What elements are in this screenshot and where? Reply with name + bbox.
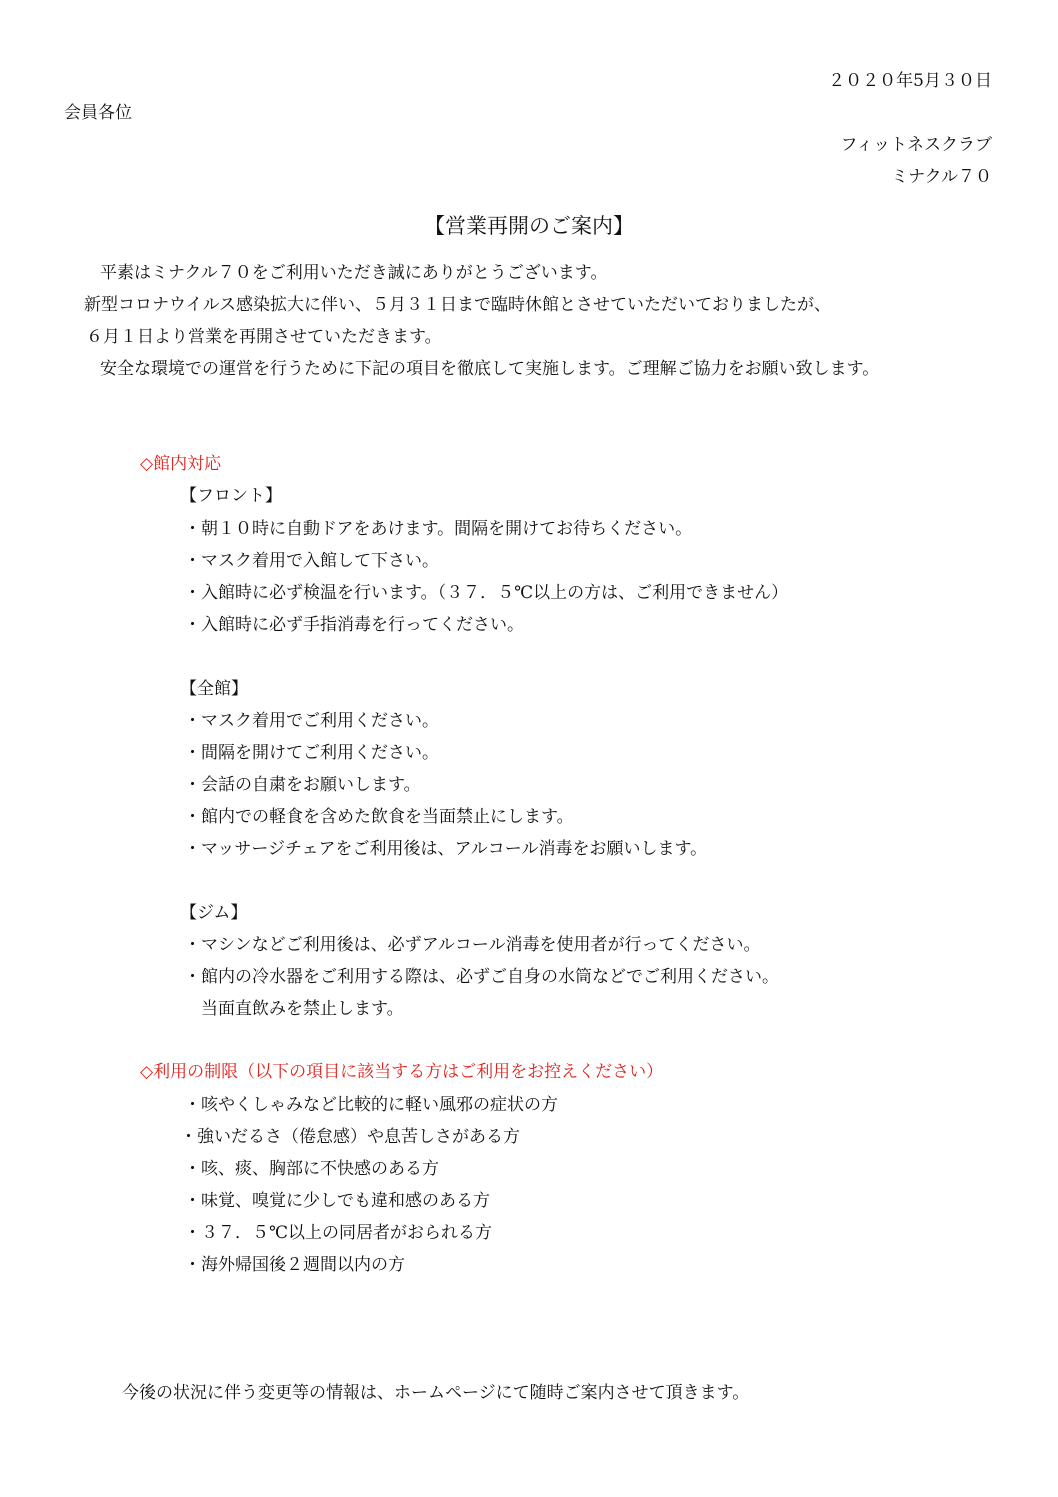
intro-line: ６月１日より営業を再開させていただきます。	[86, 327, 442, 347]
list-item: ・味覚、嗅覚に少しでも違和感のある方	[184, 1191, 490, 1211]
list-item: ・マッサージチェアをご利用後は、アルコール消毒をお願いします。	[184, 839, 708, 859]
list-item: ・館内の冷水器をご利用する際は、必ずご自身の水筒などでご利用ください。	[184, 967, 779, 987]
document-title: 【営業再開のご案内】	[424, 214, 634, 238]
list-item: ・入館時に必ず検温を行います。（３７．５℃以上の方は、ご利用できません）	[184, 583, 789, 603]
list-item: ・朝１０時に自動ドアをあけます。間隔を開けてお待ちください。	[184, 519, 693, 539]
list-item: ・３７．５℃以上の同居者がおられる方	[184, 1223, 493, 1243]
footer-note: 今後の状況に伴う変更等の情報は、ホームページにて随時ご案内させて頂きます。	[122, 1383, 750, 1403]
subheading-front: 【フロント】	[180, 486, 282, 506]
list-item: ・咳やくしゃみなど比較的に軽い風邪の症状の方	[184, 1095, 558, 1115]
list-item: ・マシンなどご利用後は、必ずアルコール消毒を使用者が行ってください。	[184, 935, 761, 955]
subheading-gym: 【ジム】	[180, 903, 248, 923]
list-item: ・マスク着用で入館して下さい。	[184, 551, 439, 571]
list-item: ・入館時に必ず手指消毒を行ってください。	[184, 615, 524, 635]
list-item: 当面直飲みを禁止します。	[184, 999, 404, 1019]
list-item: ・海外帰国後２週間以内の方	[184, 1255, 405, 1275]
intro-line: 安全な環境での運営を行うために下記の項目を徹底して実施します。ご理解ご協力をお願い致します。	[100, 359, 880, 379]
recipient-label: 会員各位	[64, 103, 132, 123]
section-heading-restriction: ◇利用の制限（以下の項目に該当する方はご利用をお控えください）	[140, 1062, 664, 1082]
intro-line: 新型コロナウイルス感染拡大に伴い、５月３１日まで臨時休館とさせていただいておりましたが、	[84, 295, 831, 315]
list-item: ・咳、痰、胸部に不快感のある方	[184, 1159, 439, 1179]
list-item: ・マスク着用でご利用ください。	[184, 711, 439, 731]
subheading-whole: 【全館】	[180, 679, 248, 699]
list-item: ・強いだるさ（倦怠感）や息苦しさがある方	[180, 1127, 520, 1147]
section-heading-facility: ◇館内対応	[140, 454, 222, 474]
sender-organization: フィットネスクラブ	[840, 135, 992, 155]
list-item: ・館内での軽食を含めた飲食を当面禁止にします。	[184, 807, 574, 827]
document-date: ２０２０年5月３０日	[828, 71, 992, 91]
sender-name: ミナクル７０	[891, 167, 992, 187]
list-item: ・間隔を開けてご利用ください。	[184, 743, 439, 763]
list-item: ・会話の自粛をお願いします。	[184, 775, 421, 795]
intro-line: 平素はミナクル７０をご利用いただき誠にありがとうございます。	[100, 263, 608, 283]
